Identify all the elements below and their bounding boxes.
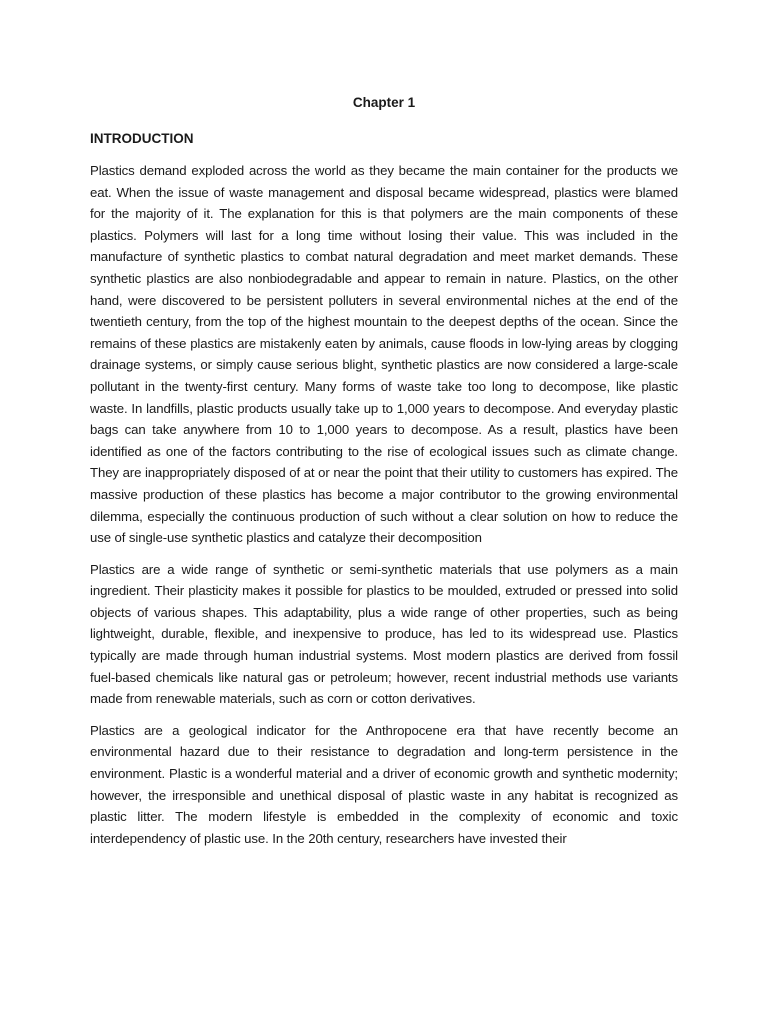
chapter-title: Chapter 1	[352, 95, 416, 110]
paragraph-1: Plastics demand exploded across the world as they became the main container for the products we eat. When the issue of waste management and disposal became widespread, plastics were blamed for the majority of it. The explanation for this is that polymers are the main components of these plastics. Polymers will last for a long time without losing their value. This was included in the manufacture of synthetic plastics to combat natural degradation and meet market demands. These synthetic plastics are also nonbiodegradable and appear to remain in nature. Plastics, on the other hand, were discovered to be persistent polluters in several environmental niches at the end of the twentieth century, from the top of the highest mountain to the deepest depths of the ocean. Since the remains of these plastics are mistakenly eaten by animals, cause floods in low-lying areas by clogging drainage systems, or simply cause serious blight, synthetic plastics are now considered a large-scale pollutant in the twenty-first century. Many forms of waste take too long to decompose, like plastic waste. In landfills, plastic products usually take up to 1,000 years to decompose. And everyday plastic bags can take anywhere from 10 to 1,000 years to decompose. As a result, plastics have been identified as one of the factors contributing to the rise of ecological issues such as climate change. They are inappropriately disposed of at or near the point that their utility to customers has expired. The massive production of these plastics has become a major contributor to the growing environmental dilemma, especially the continuous production of such without a clear solution on how to reduce the use of single-use synthetic plastics and catalyze their decomposition	[90, 163, 678, 546]
page-content	[90, 92, 678, 859]
paragraph-2: Plastics are a wide range of synthetic or semi-synthetic materials that use polymers as a main ingredient. Their plasticity makes it possible for plastics to be moulded, extruded or pressed into solid objects of various shapes. This adaptability, plus a wide range of other properties, such as being lightweight, durable, flexible, and inexpensive to produce, has led to its widespread use. Plastics typically are made through human industrial systems. Most modern plastics are derived from fossil fuel-based chemicals like natural gas or petroleum; however, recent industrial methods use variants made from renewable materials, such as corn or cotton derivatives.	[90, 561, 678, 707]
section-heading: INTRODUCTION	[90, 131, 194, 146]
paragraph-3: Plastics are a geological indicator for the Anthropocene era that have recently become an environmental hazard due to their resistance to degradation and long-term persistence in the environment. Plastic is a wonderful material and a driver of economic growth and synthetic modernity; however, the irresponsible and unethical disposal of plastic waste in any habitat is recognized as plastic litter. The modern lifestyle is embedded in the complexity of economic and toxic interdependency of plastic use. In the 20th century, researchers have invested their	[90, 722, 678, 846]
